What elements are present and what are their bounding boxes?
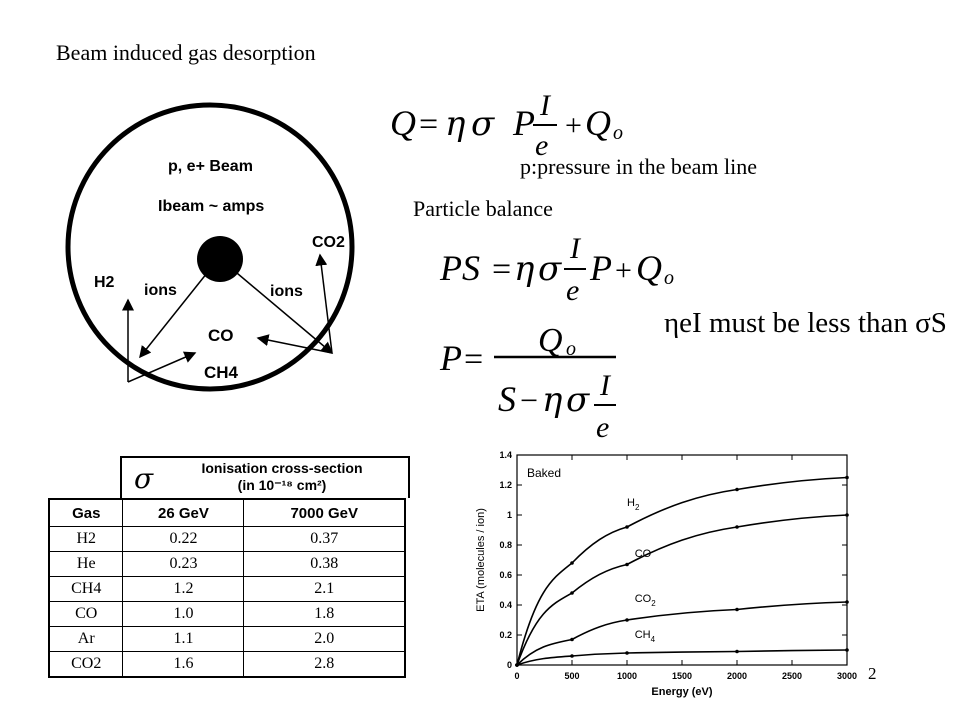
beam-label: p, e+ Beam xyxy=(168,158,253,175)
data-point xyxy=(625,525,629,529)
data-point xyxy=(570,561,574,565)
data-point xyxy=(625,651,629,655)
desorption-equation xyxy=(385,85,645,160)
data-point xyxy=(735,608,739,612)
x-tick-label: 500 xyxy=(564,671,580,681)
x-tick-label: 2500 xyxy=(781,671,803,681)
value-cell: 1.0 xyxy=(123,602,244,627)
value-cell: 0.37 xyxy=(244,527,405,552)
ionisation-table-panel xyxy=(48,456,408,672)
data-point xyxy=(625,618,629,622)
value-cell: 1.1 xyxy=(123,627,244,652)
data-point xyxy=(570,654,574,658)
table-row xyxy=(49,652,405,678)
gas-cell: CO xyxy=(49,602,123,627)
svg-text:o: o xyxy=(664,267,674,289)
data-point xyxy=(735,488,739,492)
value-cell: 0.38 xyxy=(244,552,405,577)
ch4-label: CH4 xyxy=(204,363,239,382)
gas-cell: CO2 xyxy=(49,652,123,678)
beam-dot xyxy=(197,236,243,282)
svg-text:+: + xyxy=(615,254,632,287)
data-point xyxy=(735,650,739,654)
svg-text:=: = xyxy=(464,341,484,378)
svg-text:=: = xyxy=(492,251,512,288)
table-row xyxy=(49,527,405,552)
plot-frame xyxy=(517,455,847,665)
y-tick-label: 0.6 xyxy=(499,570,512,580)
table-title-box xyxy=(120,456,410,498)
value-cell: 1.6 xyxy=(123,652,244,678)
table-title-line2: (in 10⁻¹⁸ cm²) xyxy=(237,477,327,493)
data-point xyxy=(735,525,739,529)
svg-text:PS: PS xyxy=(440,248,480,288)
x-tick-label: 1500 xyxy=(671,671,693,681)
table-header-row xyxy=(49,499,405,527)
data-point xyxy=(625,563,629,567)
svg-text:I: I xyxy=(570,232,580,265)
y-tick-label: 1 xyxy=(506,510,512,520)
value-cell: 2.1 xyxy=(244,577,405,602)
header-26gev: 26 GeV xyxy=(123,499,244,527)
svg-text:−: − xyxy=(520,382,539,418)
svg-text:η: η xyxy=(445,104,466,144)
svg-text:P: P xyxy=(440,338,462,378)
table-row xyxy=(49,552,405,577)
gas-cell: H2 xyxy=(49,527,123,552)
svg-text:P: P xyxy=(590,248,612,288)
data-point xyxy=(845,600,849,604)
value-cell: 1.2 xyxy=(123,577,244,602)
y-tick-label: 0.2 xyxy=(499,630,512,640)
table-row xyxy=(49,577,405,602)
y-tick-label: 1.2 xyxy=(499,480,512,490)
table-row xyxy=(49,602,405,627)
value-cell: 2.0 xyxy=(244,627,405,652)
pressure-equation xyxy=(440,322,640,445)
co-label: CO xyxy=(208,326,234,345)
svg-text:P: P xyxy=(513,103,535,143)
gas-cell: Ar xyxy=(49,627,123,652)
y-tick-label: 1.4 xyxy=(499,450,512,460)
svg-text:σ: σ xyxy=(538,249,562,289)
svg-text:Q: Q xyxy=(390,103,416,143)
value-cell: 1.8 xyxy=(244,602,405,627)
svg-text:e: e xyxy=(535,129,549,162)
y-tick-label: 0 xyxy=(506,660,512,670)
series-label-h2: $H_2$ xyxy=(627,497,640,512)
svg-text:η: η xyxy=(542,380,563,420)
gas-cell: He xyxy=(49,552,123,577)
condition-text: ηeI must be less than σS xyxy=(664,307,947,339)
eta-chart xyxy=(470,445,858,715)
svg-text:e: e xyxy=(566,274,580,307)
y-tick-label: 0.8 xyxy=(499,540,512,550)
ionisation-table xyxy=(48,498,406,678)
svg-text:+: + xyxy=(565,109,582,142)
series-line-h2 xyxy=(517,478,847,666)
data-point xyxy=(845,476,849,480)
series-label-ch4: $CH_4$ xyxy=(634,629,656,644)
data-point xyxy=(515,663,519,667)
h2-label: H2 xyxy=(94,274,115,291)
current-label: Ibeam ~ amps xyxy=(158,198,265,215)
value-cell: 2.8 xyxy=(244,652,405,678)
header-7000gev: 7000 GeV xyxy=(244,499,405,527)
ions-right-label: ions xyxy=(270,283,303,300)
svg-text:σ: σ xyxy=(471,104,495,144)
gas-cell: CH4 xyxy=(49,577,123,602)
svg-text:=: = xyxy=(419,106,439,143)
table-title-line1: Ionisation cross-section xyxy=(201,460,363,476)
pressure-note: p:pressure in the beam line xyxy=(520,154,758,179)
x-tick-label: 3000 xyxy=(836,671,858,681)
data-point xyxy=(845,648,849,652)
svg-text:I: I xyxy=(600,369,610,402)
svg-text:I: I xyxy=(540,89,550,122)
value-cell: 0.23 xyxy=(123,552,244,577)
value-cell: 0.22 xyxy=(123,527,244,552)
beam-pipe-diagram xyxy=(60,95,360,405)
x-tick-label: 1000 xyxy=(616,671,638,681)
x-tick-label: 0 xyxy=(514,671,520,681)
svg-text:σ: σ xyxy=(566,380,590,420)
series-label-co2: $CO_2$ xyxy=(634,593,656,608)
particle-balance-heading: Particle balance xyxy=(413,196,553,221)
svg-text:Q: Q xyxy=(538,322,563,359)
x-axis-label: Energy (eV) xyxy=(651,686,713,698)
series-label-co: CO xyxy=(634,548,652,560)
table-row xyxy=(49,627,405,652)
co2-label: CO2 xyxy=(312,234,345,251)
x-tick-label: 2000 xyxy=(726,671,748,681)
series-line-co xyxy=(517,515,847,665)
data-point xyxy=(570,591,574,595)
y-tick-label: 0.4 xyxy=(499,600,512,610)
svg-text:η: η xyxy=(514,249,535,289)
y-axis-label: ETA (molecules / ion) xyxy=(475,508,487,612)
slide-number: 2 xyxy=(868,664,877,683)
svg-text:e: e xyxy=(596,411,610,444)
slide-title: Beam induced gas desorption xyxy=(56,40,316,65)
svg-text:Q: Q xyxy=(636,248,662,288)
ions-left-label: ions xyxy=(144,282,177,299)
svg-text:o: o xyxy=(566,338,576,360)
series-line-co2 xyxy=(517,602,847,665)
header-gas: Gas xyxy=(49,499,123,527)
svg-text:S: S xyxy=(498,379,516,419)
sigma-symbol: σ xyxy=(134,462,154,495)
data-point xyxy=(845,513,849,517)
chart-title: Baked xyxy=(527,466,562,480)
data-point xyxy=(570,638,574,642)
svg-text:Q: Q xyxy=(585,103,611,143)
balance-equation xyxy=(440,225,700,305)
svg-text:o: o xyxy=(613,122,623,144)
